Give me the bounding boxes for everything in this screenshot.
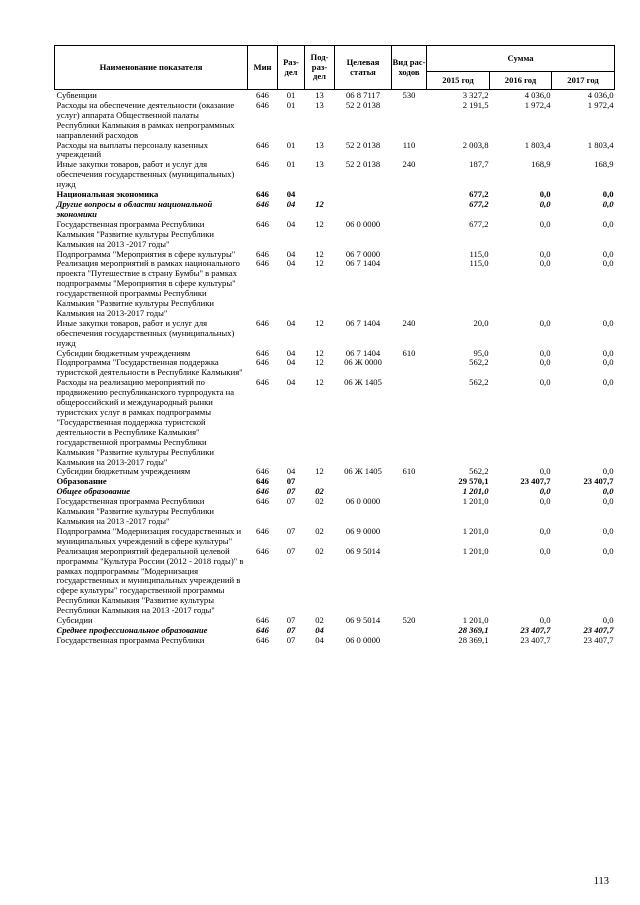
row-razdel: 07 [286,624,296,635]
row-min: 646 [256,476,269,487]
row-2015: 2 191,5 [462,99,489,110]
row-2016: 23 407,7 [520,476,551,487]
row-podrazdel: 12 [315,377,324,388]
row-2017: 0,0 [602,615,614,626]
row-name: Подпрограмма "Модернизация государственных и муниципальных учреждений в сфере культуры" [56,525,242,546]
row-vid [392,190,427,200]
row-podrazdel: 12 [315,357,324,368]
row-target: 06 9 5014 [345,545,381,556]
row-target: 06 7 1404 [345,317,381,328]
row-podrazdel: 02 [315,615,324,626]
table-body [55,90,615,646]
row-target: 06 7 1404 [345,258,381,269]
row-razdel: 01 [286,90,296,100]
row-2016: 0,0 [539,347,551,358]
table-row [55,160,615,190]
row-name: Иные закупки товаров, работ и услуг для обеспечения государственных (муниципальных) нужд [56,159,235,190]
row-2017: 0,0 [602,258,614,269]
row-name: Государственная программа Республики Калмыкия "Развитие культуры Республики Калмыкия на 2013 -2017 годы" [56,218,214,249]
row-target: 06 7 1404 [345,347,381,358]
row-name: Подпрограмма "Мероприятия в сфере культуры" [56,248,236,259]
row-2016: 0,0 [539,496,551,507]
page-number: 113 [593,876,609,887]
row-podrazdel: 13 [315,159,324,170]
row-vid: 240 [402,159,416,170]
row-2017: 168,9 [594,159,614,170]
row-min: 646 [256,258,269,269]
table-row [55,547,615,616]
row-2016: 4 036,0 [524,90,551,100]
table-row [55,200,615,220]
row-2017: 0,0 [602,496,614,507]
row-min: 646 [256,466,269,477]
row-razdel: 04 [286,317,296,328]
row-razdel: 04 [286,347,296,358]
row-name: Иные закупки товаров, работ и услуг для обеспечения государственных (муниципальных) нужд [56,317,235,348]
row-min: 646 [256,218,269,229]
row-2017: 23 407,7 [583,624,614,635]
row-name: Государственная программа Республики Калмыкия "Развитие культуры Республики Калмыкия на 2013 -2017 годы" [56,496,214,526]
row-target: 06 Ж 1405 [344,466,382,477]
row-name: Среднее профессиональное образование [56,624,208,635]
row-target: 06 0 0000 [345,496,381,507]
row-2016: 1 972,4 [524,99,551,110]
header-name: Наименование показателя [55,46,248,90]
row-min: 646 [256,357,269,368]
row-min: 646 [256,615,269,626]
row-2015: 677,2 [469,189,489,200]
row-vid [392,250,427,260]
row-vid: 530 [402,90,416,100]
row-2015: 28 369,1 [458,624,489,635]
row-2017: 23 407,7 [583,476,614,487]
row-podrazdel: 12 [315,317,324,328]
row-2015: 28 369,1 [458,634,489,645]
row-target: 06 8 7117 [345,90,381,100]
row-2015: 187,7 [469,159,489,170]
row-razdel: 04 [286,466,296,477]
row-2016: 0,0 [539,317,551,328]
table-row [55,378,615,467]
row-2015: 1 201,0 [462,486,489,497]
row-podrazdel: 02 [315,496,324,507]
row-min: 646 [256,99,269,110]
row-target: 52 2 0138 [345,99,381,110]
row-2016: 0,0 [539,486,551,497]
row-target: 06 0 0000 [345,634,381,645]
row-2017: 0,0 [602,377,614,388]
row-2015: 20,0 [473,317,489,328]
row-2016: 23 407,7 [520,624,551,635]
row-razdel: 04 [286,198,296,209]
row-podrazdel: 12 [315,198,324,209]
header-2015: 2015 год [427,72,490,90]
row-min: 646 [256,248,269,259]
row-vid [392,259,427,318]
row-vid [392,497,427,527]
row-razdel: 04 [286,218,296,229]
table-row [55,220,615,250]
row-target [335,477,392,487]
row-min: 646 [256,525,269,536]
row-podrazdel: 02 [315,525,324,536]
row-2016: 0,0 [539,189,551,200]
row-target: 52 2 0138 [345,159,381,170]
row-vid [392,200,427,220]
row-name: Реализация мероприятий федеральной целевой программы "Культура России (2012 - 2018 годы)" в рамках подпрограммы "Модернизация государственных и муниципальных учреждений в сфере культуры" государственной программы Республики Калмыкия "Развитие культуры Республики Калмыкия на 2013 -2017 годы" [56,545,244,616]
row-2015: 1 201,0 [462,525,489,536]
row-min: 646 [256,198,269,209]
row-name: Субсидии бюджетным учреждениям [56,466,191,477]
row-min: 646 [256,159,269,170]
row-2016: 0,0 [539,525,551,536]
row-name: Субсидии [56,615,93,626]
row-min: 646 [256,189,269,200]
row-name: Реализация мероприятий в рамках национального проекта "Путешествие в страну Бумбы" в рамках подпрограммы "Мероприятия в сфере культуры" государственной программы Республики Калмыкия "Развитие культуры Республики Калмыкия на 2013-2017 годы" [56,258,240,318]
header-sum: Сумма [427,46,615,72]
header-vid: Вид рас- ходов [392,46,427,90]
header-2016: 2016 год [490,72,552,90]
budget-table [54,45,615,646]
row-2017: 0,0 [602,357,614,368]
row-podrazdel: 12 [315,347,324,358]
row-2015: 1 201,0 [462,615,489,626]
table-row [55,259,615,318]
row-2016: 0,0 [539,198,551,209]
row-2017: 0,0 [602,317,614,328]
row-min: 646 [256,545,269,556]
row-target: 06 Ж 1405 [344,377,382,388]
row-podrazdel: 12 [315,258,324,269]
row-2015: 1 201,0 [462,545,489,556]
row-min: 646 [256,317,269,328]
row-razdel: 07 [286,525,296,536]
header-2017: 2017 год [552,72,615,90]
row-vid [392,487,427,497]
row-vid [392,547,427,616]
row-name: Государственная программа Республики [56,634,205,645]
row-2015: 115,0 [469,248,489,259]
row-2016: 23 407,7 [520,634,551,645]
table-row [55,477,615,487]
row-2016: 0,0 [539,615,551,626]
row-vid [392,358,427,378]
row-2015: 1 201,0 [462,496,489,507]
row-2016: 1 803,4 [524,139,551,150]
row-name: Подпрограмма "Государственная поддержка туристской деятельности в Республике Калмыкия" [56,357,243,378]
row-razdel: 07 [286,476,296,487]
row-2015: 562,2 [469,377,489,388]
row-vid [392,477,427,487]
row-vid [392,636,427,646]
row-razdel: 01 [286,159,296,170]
row-target: 06 0 0000 [345,218,381,229]
table-row [55,319,615,349]
row-target: 52 2 0138 [345,139,381,150]
row-2017: 0,0 [602,347,614,358]
row-vid: 520 [402,615,416,626]
table-row [55,101,615,141]
row-razdel: 04 [286,357,296,368]
row-2015: 2 003,8 [462,139,489,150]
row-podrazdel: 04 [315,624,324,635]
row-name: Общее образование [56,486,131,497]
row-2016: 0,0 [539,258,551,269]
row-2017: 0,0 [602,198,614,209]
row-2017: 4 036,0 [587,90,614,100]
row-target [335,200,392,220]
row-razdel: 01 [286,99,296,110]
row-min: 646 [256,486,269,497]
row-razdel: 01 [286,139,296,150]
header-razdel: Раз- дел [278,46,305,90]
row-2017: 0,0 [602,189,614,200]
row-razdel: 07 [286,634,296,645]
row-2016: 0,0 [539,248,551,259]
table-row [55,497,615,527]
row-2017: 1 803,4 [587,139,614,150]
row-2017: 0,0 [602,486,614,497]
row-2017: 23 407,7 [583,634,614,645]
row-target [335,190,392,200]
row-podrazdel: 13 [315,99,324,110]
row-2015: 677,2 [469,198,489,209]
row-vid: 110 [402,139,416,150]
row-target: 06 Ж 0000 [344,357,382,368]
row-2015: 95,0 [473,347,489,358]
row-podrazdel: 12 [315,218,324,229]
row-2015: 3 327,2 [462,90,489,100]
row-2015: 29 570,1 [458,476,489,487]
row-name: Образование [56,476,107,487]
row-min: 646 [256,496,269,507]
row-podrazdel: 13 [315,139,324,150]
row-razdel: 07 [286,545,296,556]
row-2016: 0,0 [539,218,551,229]
row-2016: 0,0 [539,466,551,477]
row-name: Субсидии бюджетным учреждениям [56,347,191,358]
row-min: 646 [256,634,269,645]
row-podrazdel: 12 [315,248,324,259]
row-2015: 677,2 [469,218,489,229]
header-target: Целевая статья [335,46,392,90]
row-razdel: 04 [286,258,296,269]
table-row [55,527,615,547]
row-razdel: 07 [286,496,296,507]
row-2017: 0,0 [602,525,614,536]
row-podrazdel: 04 [315,634,324,645]
row-name: Национальная экономика [56,189,159,200]
row-min: 646 [256,90,269,100]
table-row [55,141,615,161]
row-podrazdel: 13 [315,90,324,100]
header-min: Мин [248,46,278,90]
row-2017: 0,0 [602,466,614,477]
row-razdel: 04 [286,248,296,259]
row-vid: 610 [402,347,416,358]
header-podrazdel: Под- раз- дел [305,46,335,90]
row-vid: 610 [402,466,416,477]
row-vid: 240 [402,317,416,328]
row-target: 06 7 0000 [345,248,381,259]
row-min: 646 [256,347,269,358]
row-2016: 0,0 [539,357,551,368]
row-name: Расходы на выплаты персоналу казенных учреждений [56,139,209,160]
row-min: 646 [256,139,269,150]
row-vid [392,378,427,467]
row-2017: 0,0 [602,545,614,556]
row-podrazdel: 02 [315,486,324,497]
row-2017: 0,0 [602,248,614,259]
row-name: Расходы на реализацию мероприятий по продвижению республиканского турпродукта на общероссийский и международный рынки туристских услуг в рамках подпрограммы "Государственная поддержка туристской деятельности в Республике Калмыкия" государственной программы Республики Калмыкия "Развитие культуры Республики Калмыкия на 2013-2017 годы" [56,377,235,467]
row-2015: 562,2 [469,466,489,477]
table-row [55,358,615,378]
row-min: 646 [256,377,269,388]
row-2017: 0,0 [602,218,614,229]
row-2016: 168,9 [531,159,551,170]
row-vid [392,626,427,636]
row-razdel: 04 [286,377,296,388]
row-2016: 0,0 [539,545,551,556]
row-2016: 0,0 [539,377,551,388]
row-2015: 562,2 [469,357,489,368]
row-name: Другие вопросы в области национальной экономики [56,198,213,219]
row-target: 06 9 5014 [345,615,381,626]
row-vid [392,220,427,250]
table-row [55,636,615,646]
row-razdel: 07 [286,486,296,497]
row-min: 646 [256,624,269,635]
row-2017: 1 972,4 [587,99,614,110]
row-vid [392,527,427,547]
row-podrazdel: 02 [315,545,324,556]
row-vid [392,101,427,141]
row-name: Субвенции [56,90,97,100]
row-2015: 115,0 [469,258,489,269]
row-name: Расходы на обеспечение деятельности (оказание услуг) аппарата Общественной палаты Республики Калмыкия в рамках непрограммных направлений расходов [56,99,235,140]
row-razdel: 07 [286,615,296,626]
row-razdel: 04 [286,189,296,200]
row-target: 06 9 0000 [345,525,381,536]
row-podrazdel: 12 [315,466,324,477]
